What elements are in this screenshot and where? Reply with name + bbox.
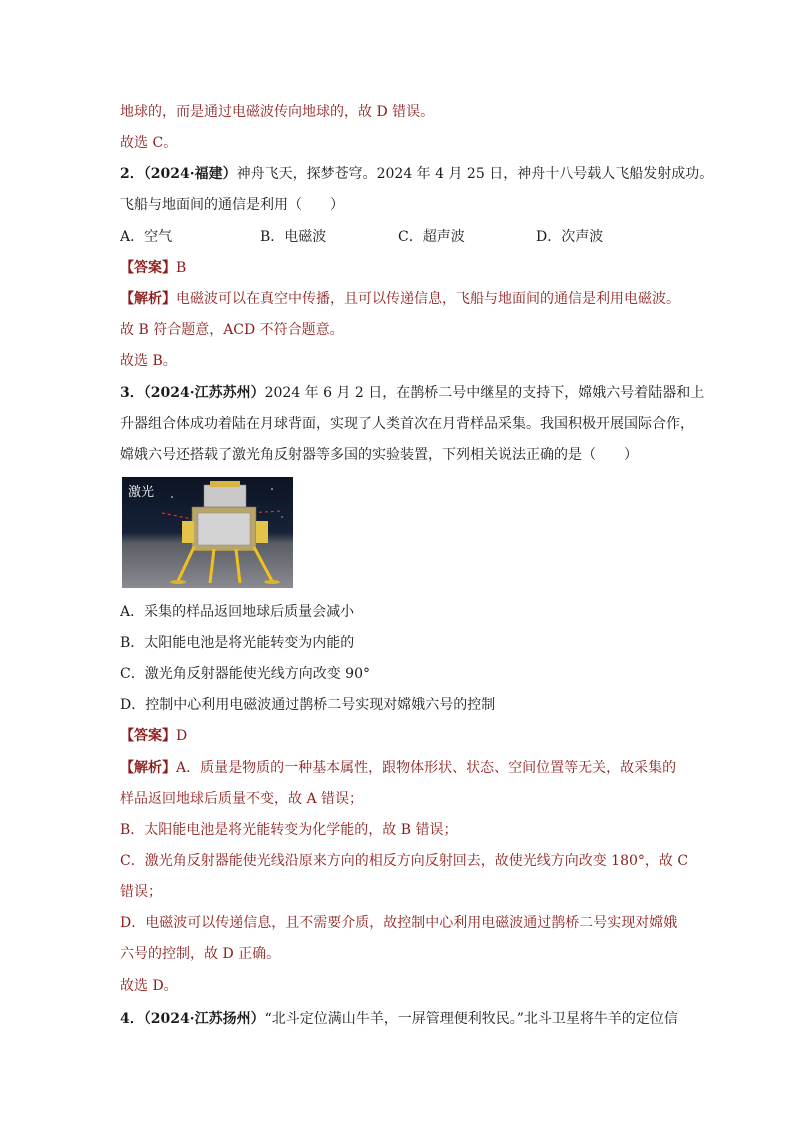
question-3-choose: 故选 D。 — [120, 978, 178, 994]
question-2-answer — [120, 259, 680, 277]
question-number: 4． — [120, 1011, 144, 1027]
question-text: 2024 年 6 月 2 日，在鹊桥二号中继星的支持下，嫦娥六号着陆器和上 — [264, 385, 705, 401]
answer-tag: 【答案】 — [120, 260, 176, 276]
option-b: B．电磁波 — [260, 229, 327, 245]
analysis-text: 电磁波可以在真空中传播，且可以传递信息，飞船与地面间的通信是利用电磁波。 — [176, 291, 680, 307]
answer-tag: 【答案】 — [120, 728, 176, 744]
question-4-stem — [120, 1010, 680, 1028]
question-3-option-c: C．激光角反射器能使光线方向改变 90° — [120, 666, 370, 682]
prev-choose: 故选 C。 — [120, 135, 178, 151]
question-2-analysis — [120, 290, 680, 308]
option-c: C．超声波 — [398, 229, 465, 245]
question-2-analysis-2: 故 B 符合题意，ACD 不符合题意。 — [120, 322, 344, 338]
question-3-stem — [120, 384, 705, 402]
prev-analysis-tail: 地球的，而是通过电磁波传向地球的，故 D 错误。 — [120, 104, 435, 120]
option-a: A．空气 — [120, 229, 173, 245]
question-3-analysis — [120, 759, 680, 777]
analysis-tag: 【解析】 — [120, 291, 176, 307]
question-source: （2024·江苏苏州） — [143, 385, 265, 401]
analysis-text: A．质量是物质的一种基本属性，跟物体形状、状态、空间位置等无关，故采集的 — [176, 760, 677, 776]
question-3-analysis-c1: C．激光角反射器能使光线沿原来方向的相反方向反射回去，故使光线方向改变 180°，故 C — [120, 853, 689, 869]
question-3-option-d: D．控制中心利用电磁波通过鹊桥二号实现对嫦娥六号的控制 — [120, 697, 496, 713]
option-d: D．次声波 — [536, 229, 604, 245]
question-2-stem-2: 飞船与地面间的通信是利用（ ） — [120, 197, 344, 213]
question-3-stem-2: 升器组合体成功着陆在月球背面，实现了人类首次在月背样品采集。我国积极开展国际合作， — [120, 416, 694, 432]
question-3-analysis-d2: 六号的控制，故 D 正确。 — [120, 946, 281, 962]
question-3-analysis-a2: 样品返回地球后质量不变，故 A 错误； — [120, 791, 364, 807]
question-2-stem — [120, 165, 714, 183]
question-number: 2． — [120, 166, 144, 182]
question-text: 神舟飞天，探梦苍穹。2024 年 4 月 25 日，神舟十八号载人飞船发射成功。 — [236, 166, 714, 182]
lander-figure — [122, 477, 293, 588]
question-source: （2024·江苏扬州） — [143, 1011, 265, 1027]
question-3-analysis-c2: 错误； — [120, 884, 162, 900]
answer-value: D — [176, 728, 188, 744]
question-3-option-a: A．采集的样品返回地球后质量会减小 — [120, 604, 355, 620]
question-3-stem-3: 嫦娥六号还搭载了激光角反射器等多国的实验装置，下列相关说法正确的是（ ） — [120, 447, 638, 463]
question-number: 3． — [120, 385, 144, 401]
answer-value: B — [176, 260, 187, 276]
question-text: “北斗定位满山牛羊，一屏管理便利牧民。”北斗卫星将牛羊的定位信 — [264, 1011, 678, 1027]
question-3-analysis-d1: D．电磁波可以传递信息，且不需要介质，故控制中心利用电磁波通过鹊桥二号实现对嫦娥 — [120, 915, 678, 931]
question-3-option-b: B．太阳能电池是将光能转变为内能的 — [120, 635, 355, 651]
figure-label: 激光 — [128, 485, 155, 500]
question-source: （2024·福建） — [143, 166, 237, 182]
question-2-choose: 故选 B。 — [120, 353, 177, 369]
question-3-answer — [120, 727, 680, 745]
question-3-analysis-b: B．太阳能电池是将光能转变为化学能的，故 B 错误； — [120, 822, 458, 838]
analysis-tag: 【解析】 — [120, 760, 176, 776]
